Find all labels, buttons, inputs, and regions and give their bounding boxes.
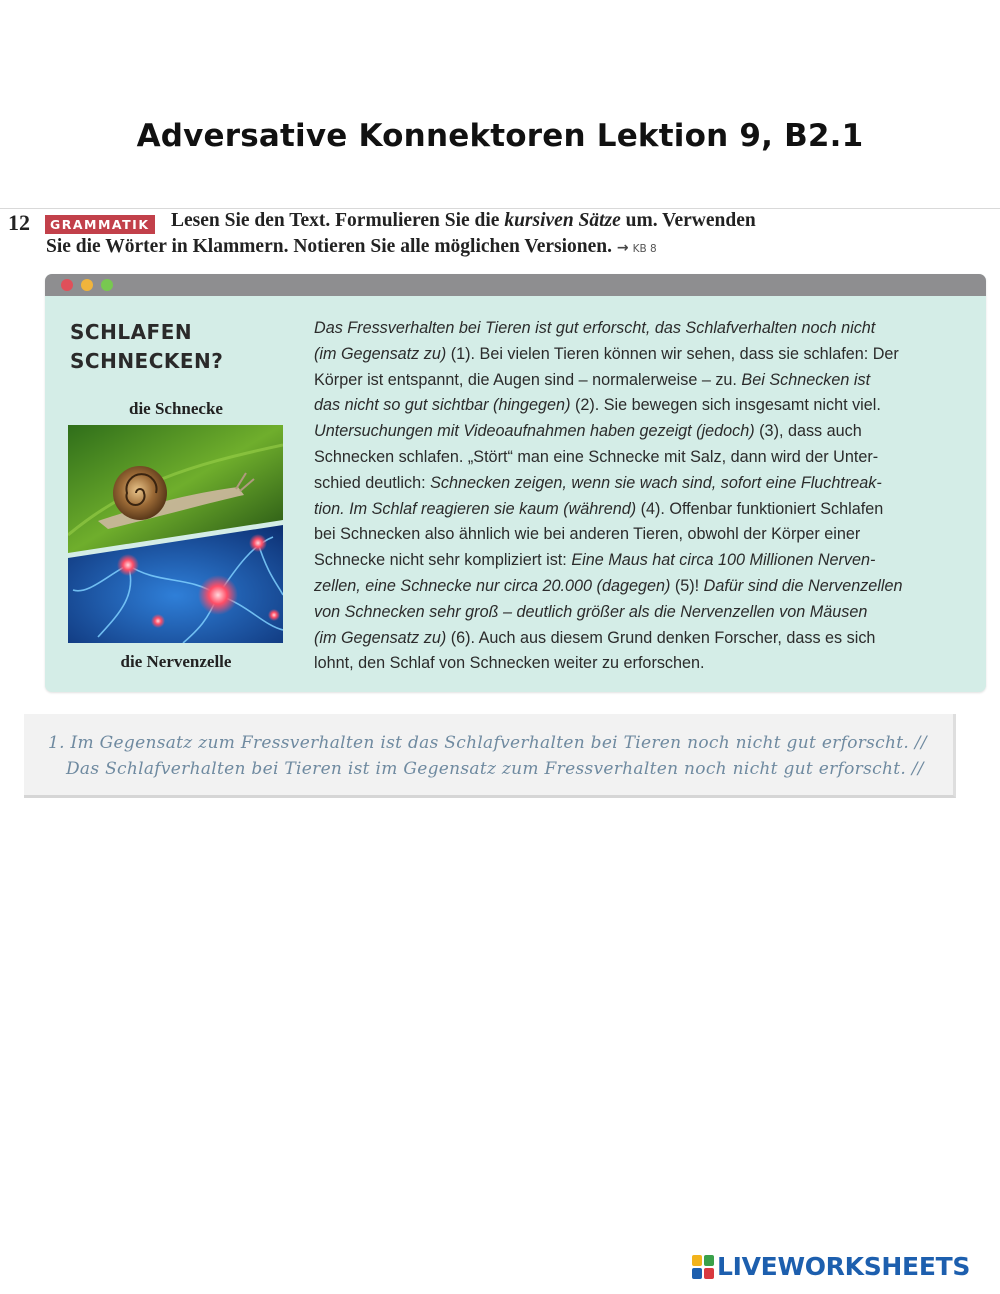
article-text-segment: (1). Bei vielen Tieren können wir sehen, dass sie schlafen: Der <box>446 344 899 363</box>
task-instruction-line-1 <box>171 210 756 232</box>
article-text-segment: lohnt, den Schlaf von Schnecken weiter zu erforschen. <box>314 654 705 673</box>
article-text-segment: Körper ist entspannt, die Augen sind – normalerweise – zu. <box>314 370 742 389</box>
arrow-right-icon: → <box>616 240 629 256</box>
neuron-node <box>249 534 267 552</box>
snail-and-neuron-image <box>68 425 283 643</box>
window-maximize-dot-icon <box>101 279 113 291</box>
article-line <box>314 471 954 497</box>
article-text-segment: Schnecken schlafen. „Stört“ man eine Schnecke mit Salz, dann wird der Unter- <box>314 447 879 466</box>
neuron-caption: die Nervenzelle <box>120 652 232 671</box>
article-line <box>314 316 954 342</box>
grammar-badge: GRAMMATIK <box>45 215 155 234</box>
article-line <box>314 419 954 445</box>
article-text-segment: (6). Auch aus diesem Grund denken Forscher, dass es sich <box>446 628 876 647</box>
article-line <box>314 497 954 523</box>
window-title-bar <box>45 274 986 296</box>
answer-card <box>24 714 956 798</box>
instruction-text: um. Verwenden <box>620 210 756 231</box>
article-line <box>314 368 954 394</box>
instruction-text: Sie die Wörter in Klammern. Notieren Sie alle möglichen Versionen. <box>46 236 612 257</box>
answer-line: 1. Im Gegensatz zum Fressverhalten ist das Schlafverhalten bei Tieren noch nicht gut erforscht. // <box>48 733 927 753</box>
article-line <box>314 626 954 652</box>
article-text-segment: (2). Sie bewegen sich insgesamt nicht viel. <box>570 396 881 415</box>
article-heading <box>70 318 300 376</box>
window-minimize-dot-icon <box>81 279 93 291</box>
article-italic-segment: Dafür sind die Nervenzellen <box>703 576 903 595</box>
article-line <box>314 342 954 368</box>
logo-grid-icon <box>692 1255 714 1279</box>
article-text-segment: (5)! <box>670 576 704 595</box>
instruction-text: Lesen Sie den Text. Formulieren Sie die <box>171 210 505 231</box>
article-text-segment: Schnecke nicht sehr kompliziert ist: <box>314 551 572 570</box>
exercise-divider <box>0 208 1000 209</box>
neuron-node <box>268 609 280 621</box>
kb-reference: KB 8 <box>632 243 657 255</box>
article-text-segment: schied deutlich: <box>314 473 431 492</box>
article-body <box>314 316 954 677</box>
article-italic-segment: Bei Schnecken ist <box>741 370 871 389</box>
article-italic-segment: Schnecken zeigen, wenn sie wach sind, sofort eine Fluchtreak- <box>430 473 882 492</box>
article-heading-line: SCHNECKEN? <box>70 349 224 373</box>
article-italic-segment: zellen, eine Schnecke nur circa 20.000 (dagegen) <box>314 576 671 595</box>
article-line <box>314 600 954 626</box>
article-text-segment: bei Schnecken also ähnlich wie bei anderen Tieren, obwohl der Körper einer <box>314 525 861 544</box>
snail-caption: die Schnecke <box>129 399 223 418</box>
window-close-dot-icon <box>61 279 73 291</box>
brand-name: LIVEWORKSHEETS <box>717 1252 971 1281</box>
article-line <box>314 393 954 419</box>
article-italic-segment: (im Gegensatz zu) <box>314 628 447 647</box>
article-line <box>314 522 954 548</box>
neuron-node <box>151 614 165 628</box>
article-line <box>314 445 954 471</box>
article-line <box>314 548 954 574</box>
article-text-segment: (4). Offenbar funktioniert Schlafen <box>636 499 884 518</box>
article-text-segment: (3), dass auch <box>754 422 862 441</box>
article-italic-segment: tion. Im Schlaf reagieren sie kaum (während) <box>314 499 637 518</box>
liveworksheets-logo[interactable] <box>692 1252 970 1281</box>
neuron-node <box>117 554 139 576</box>
article-italic-segment: von Schnecken sehr groß – deutlich größer als die Nervenzellen von Mäusen <box>314 602 868 621</box>
answer-line: Das Schlafverhalten bei Tieren ist im Gegensatz zum Fressverhalten noch nicht gut erforscht. // <box>66 759 924 779</box>
article-line <box>314 574 954 600</box>
neuron-node <box>198 575 238 615</box>
article-italic-segment: Untersuchungen mit Videoaufnahmen haben gezeigt (jedoch) <box>314 422 755 441</box>
article-italic-segment: (im Gegensatz zu) <box>314 344 447 363</box>
instruction-emphasis: kursiven Sätze <box>504 210 621 231</box>
article-italic-segment: das nicht so gut sichtbar (hingegen) <box>314 396 571 415</box>
article-heading-line: SCHLAFEN <box>70 320 193 344</box>
task-instruction-line-2 <box>46 236 657 258</box>
article-italic-segment: Eine Maus hat circa 100 Millionen Nerven- <box>571 551 876 570</box>
page-title: Adversative Konnektoren Lektion 9, B2.1 <box>136 118 864 154</box>
article-line <box>314 651 954 677</box>
task-number: 12 <box>8 210 30 235</box>
article-italic-segment: Das Fressverhalten bei Tieren ist gut erforscht, das Schlafverhalten noch nicht <box>314 319 876 337</box>
